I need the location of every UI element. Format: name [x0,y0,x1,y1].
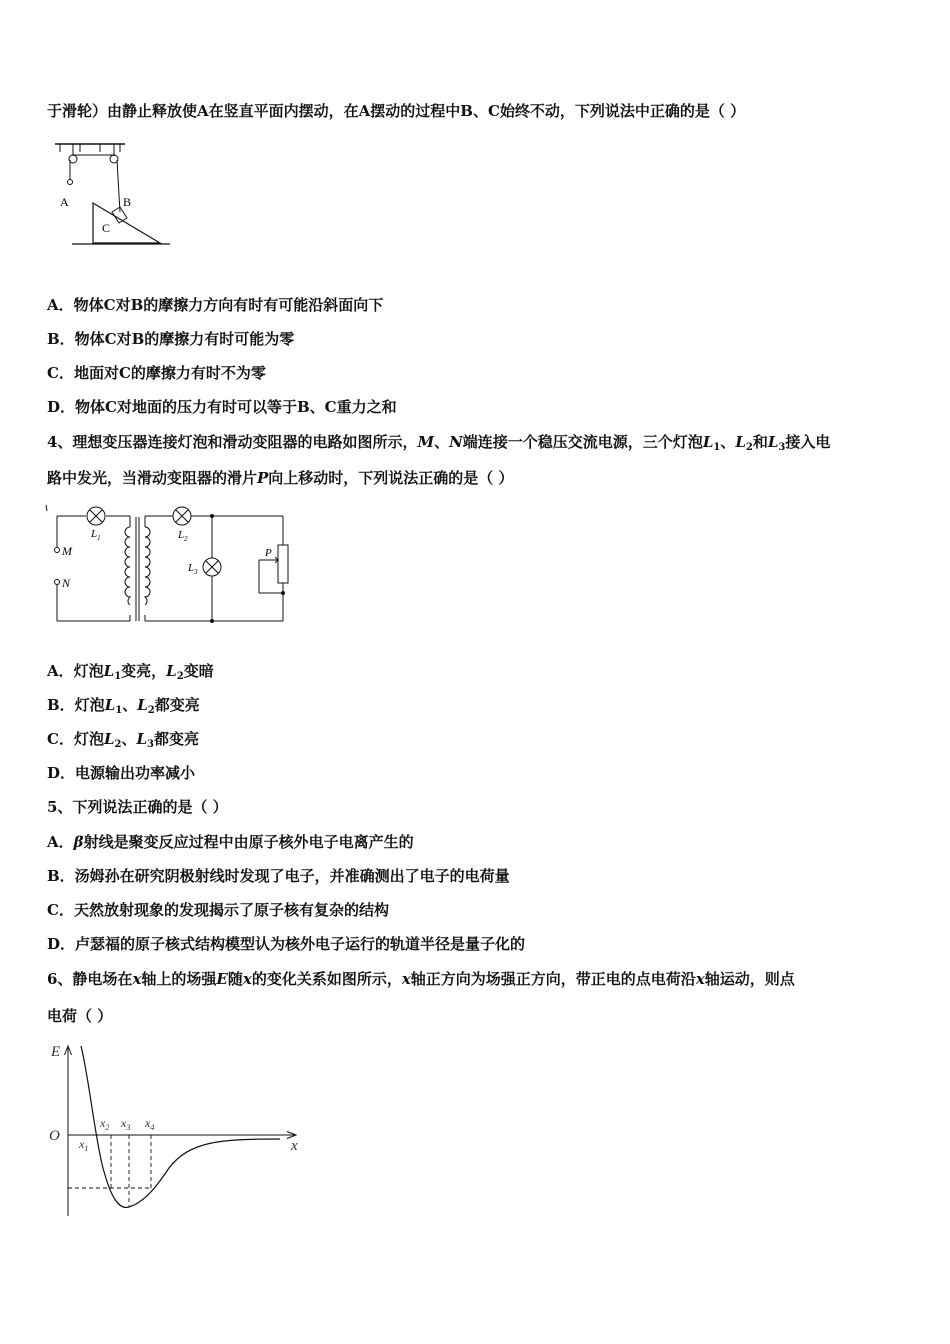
label-m: M [62,544,72,558]
label-c: C [102,221,111,235]
label-e-axis: E [51,1044,61,1060]
label-l3: $L_3$ [188,562,198,576]
q4-option-d: D．电源输出功率减小 [47,764,196,782]
q5-option-a: A．β射线是聚变反应过程中由原子核外电子电离产生的 [47,833,414,851]
label-x3: $x_3$ [121,1116,131,1132]
q4-circuit-figure [45,505,290,630]
label-l2: $L_2$ [178,529,188,543]
label-x4: $x_4$ [145,1116,155,1132]
q3-stem-tail: 于滑轮）由静止释放使A在竖直平面内摆动，在A摆动的过程中B、C始终不动，下列说法中正确的是（ ） [47,102,746,120]
q3-option-d: D．物体C对地面的压力有时可以等于B、C重力之和 [47,398,397,416]
label-b: B [123,195,132,209]
q4-stem-line2: 路中发光，当滑动变阻器的滑片P向上移动时，下列说法正确的是（ ） [47,469,514,487]
label-x2: $x_2$ [100,1116,110,1132]
q5-option-d: D．卢瑟福的原子核式结构模型认为核外电子运行的轨道半径是量子化的 [47,935,526,953]
q4-option-a: A．灯泡$L_1$变亮，$L_2$变暗 [47,662,214,682]
label-origin: O [49,1128,60,1144]
q3-option-b: B．物体C对B的摩擦力有时可能为零 [47,330,295,348]
q6-e-x-graph [45,1038,310,1223]
q6-stem-line2: 电荷（ ） [47,1007,113,1025]
label-l1: $L_1$ [91,528,101,542]
label-x-axis: x [291,1138,298,1154]
q3-option-a: A．物体C对B的摩擦力方向有时有可能沿斜面向下 [47,296,384,314]
q5-option-c: C．天然放射现象的发现揭示了原子核有复杂的结构 [47,901,389,919]
q4-option-b: B．灯泡$L_1$、$L_2$都变亮 [47,696,200,716]
q6-stem-line1: 6、静电场在x轴上的场强E随x的变化关系如图所示，x轴正方向为场强正方向，带正电的点电荷沿x轴运动，则点 [47,970,795,988]
q3-option-c: C．地面对C的摩擦力有时不为零 [47,364,266,382]
q3-pulley-figure [50,140,175,250]
label-p: P [265,547,272,559]
label-a: A [60,195,69,209]
q5-stem: 5、下列说法正确的是（ ） [47,798,228,816]
q5-option-b: B．汤姆孙在研究阴极射线时发现了电子，并准确测出了电子的电荷量 [47,867,510,885]
label-n: N [62,576,71,590]
q4-stem-line1: 4、理想变压器连接灯泡和滑动变阻器的电路如图所示，M、N端连接一个稳压交流电源，三个灯泡$L_1$、$L_2$和$L_3$接入电 [47,433,831,453]
label-x1: $x_1$ [79,1137,89,1153]
q4-option-c: C．灯泡$L_2$、$L_3$都变亮 [47,730,200,750]
